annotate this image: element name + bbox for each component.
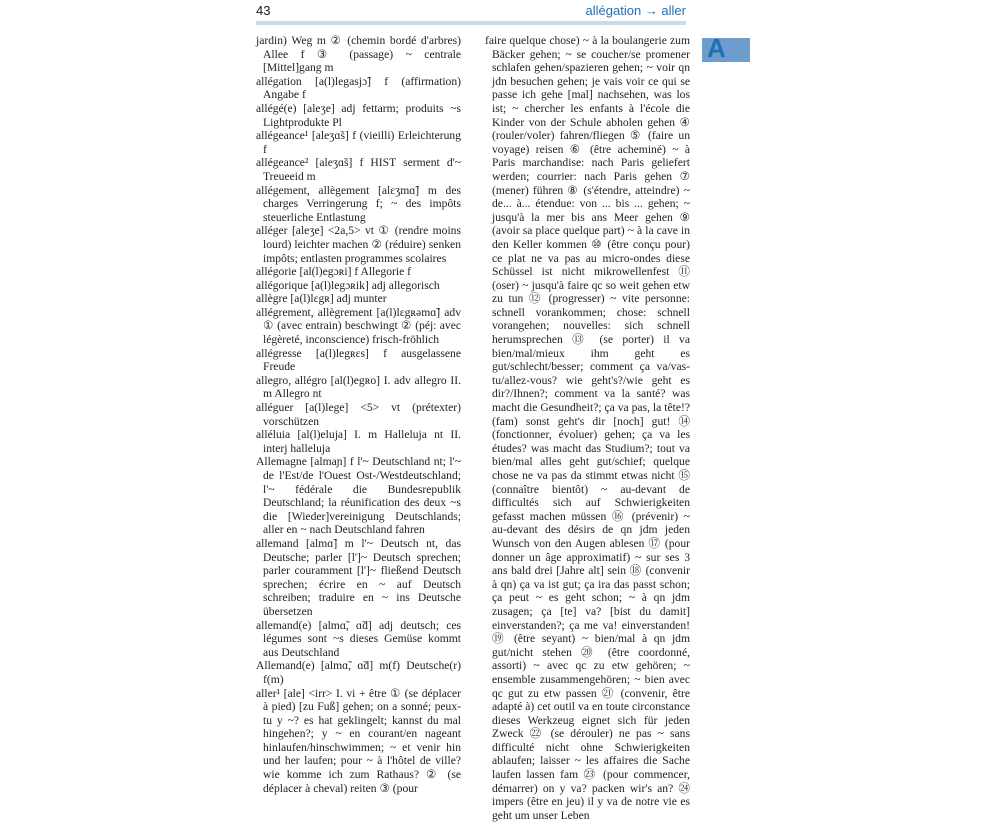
- page-number: 43: [256, 3, 271, 18]
- entry-allegresse: allégresse [a(l)legʀɛs] f ausgelassene Freude: [256, 346, 461, 374]
- entry-allegrement: allégrement, allègrement [a(l)lɛgʀəmɑ̃] adv ① (avec entrain) beschwingt ② (péj: avec légèreté, inconscience) frisch-fröhlich: [256, 305, 461, 347]
- running-head: allégation → aller: [585, 3, 686, 18]
- entry-aller: aller¹ [ale] <irr> I. vi + être ① (se déplacer à pied) [zu Fuß] gehen; on a sonné; peux-tu y ~? es hat geklingelt; kannst du mal hingehen?; y ~ en courant/en nageant hinlaufen/hinschwimmen; ~ et venir hin und her laufen; pour ~ à l'hôtel de ville? wie komme ich zum Rathaus? ② (se déplacer à cheval) reiten ③ (pour: [256, 686, 461, 795]
- entry-alleger: alléger [aleʒe] <2a,5> vt ① (rendre moins lourd) leichter machen ② (réduire) senken impôts; entlasten programmes scolaires: [256, 224, 461, 265]
- entry-allegeance-2: allégeance² [aleʒɑ̃s] f HIST serment d'~ Treueeid m: [256, 156, 461, 183]
- entry-allegorie: allégorie [al(l)egɔʀi] f Allegorie f: [256, 265, 412, 279]
- entry-allegement: allégement, allègement [alɛʒmɑ̃] m des charges Verringerung f; ~ des impôts steuerliche Entlastung: [256, 183, 461, 224]
- entry-aller-continuation: faire quelque chose) ~ à la boulangerie zum Bäcker gehen; ~ se coucher/se promener schlafen gehen/spazieren gehen; ~ voir qn jdn besuchen gehen; je vais voir ce qui se passe ich gehe [mal] nachsehen, was los ist; ~ chercher les enfants à l'école die Kinder von der Schule abholen gehen ④ (rouler/voler) fahren/fliegen ⑤ (faire un voyage) reisen ⑥ (être acheminé) ~ à Paris marchandise: nach Paris geliefert werden; courrier: nach Paris gehen ⑦ (mener) führen ⑧ (s'étendre, atteindre) ~ de... à... étendue: von ... bis ... gehen; ~ jusqu'à la mer bis ans Meer gehen ⑨ (avoir sa place quelque part) ~ à la cave in den Keller kommen ⑩ (être conçu pour) ce plat ne va pas au micro-ondes diese Schüssel ist nicht mikrowellenfest ⑪ (oser) ~ jusqu'à faire qc so weit gehen etw zu tun ⑫ (progresser) ~ vite personne: schnell vorankommen; chose: schnell vorangehen; nouvelles: sich schnell herumsprechen ⑬ (se porter) il va bien/mal/mieux ihm geht es gut/schlecht/besser; comment ça va/vas-tu/allez-vous? wie geht's?/wie geht es dir?/Ihnen?; comment va la santé? was macht die Gesundheit?; ça va pas, la tête!? (fam) sonst geht's dir [noch] gut! ⑭ (fonctionner, évoluer) gehen; ça va les études? was macht das Studium?; tout va bien/mal alles geht gut/schief; quelque chose ne va pas da stimmt etwas nicht ⑮ (connaître bientôt) ~ au-devant de difficultés sich auf Schwierigkeiten gefasst machen müssen ⑯ (prévenir) ~ au-devant des désirs de qn jdm jeden Wunsch von den Augen ablesen ⑰ (pour donner un âge approximatif) ~ sur ses 3 ans bald drei [Jahre alt] sein ⑱ (convenir à qn) ça va ist gut; ça ira das passt schon; ça peut ~ es geht schon; ~ à qn jdm zusagen; ça [te] va? [bist du damit] einverstanden?; ça me va! einverstanden! ⑲ (être seyant) ~ bien/mal à qn jdm gut/nicht stehen ⑳ (être coordonné, assorti) ~ avec qc zu etw gehören; ~ ensemble zusammengehören; ~ bien avec qc gut zu etw passen ㉑ (convenir, être adapté à) cet outil va en toute circonstance dieses Werkzeug eignet sich für jeden Zweck ㉒ (se dérouler) ne pas ~ sans difficulté nicht ohne Schwierigkeiten ablaufen; laisser ~ les affaires die Sache laufen lassen fam ㉓ (pour commencer, démarrer) on y va? packen wir's an? ㉔ impers (être en jeu) il y va de notre vie es geht um unser Leben: [485, 34, 690, 822]
- right-column: [485, 34, 690, 822]
- entry-alleluia: alléluia [al(l)eluja] I. m Halleluja nt II. interj halleluja: [256, 428, 461, 455]
- entry-allege: allégé(e) [aleʒe] adj fettarm; produits ~s Lightprodukte Pl: [256, 101, 461, 129]
- left-column: [256, 34, 461, 795]
- entry-allemagne: Allemagne [almaɲ] f l'~ Deutschland nt; l'~ de l'Est/de l'Ouest Ost-/Westdeutschland; l'~ fédérale die Bundesrepublik Deutschland; la réunification des deux ~s die [Wieder]vereinigung Deutschlands; aller en ~ nach Deutschland fahren: [256, 455, 461, 537]
- entry-allemand-noun: allemand [almɑ̃] m l'~ Deutsch nt, das Deutsche; parler [l']~ Deutsch sprechen; parler couramment [l']~ fließend Deutsch sprechen; écrire en ~ auf Deutsch schreiben; traduire en ~ ins Deutsche übersetzen: [256, 536, 461, 618]
- thumb-index-letter: A: [707, 33, 726, 63]
- entry-jardin-continuation: jardin) Weg m ② (chemin bordé d'arbres) Allee f ③ (passage) ~ centrale [Mittel]gang m: [256, 34, 461, 75]
- entry-allemand-person: Allemand(e) [almɑ̃, ɑ̃d] m(f) Deutsche(r) f(m): [256, 659, 461, 686]
- entry-allegation: allégation [a(l)legasjɔ̃] f (affirmation) Angabe f: [256, 74, 461, 102]
- entry-allemand-adj: allemand(e) [almɑ̃, ɑ̃d] adj deutsch; ces légumes sont ~s dieses Gemüse kommt aus Deutschland: [256, 618, 461, 659]
- entry-alleguer: alléguer [a(l)lege] <5> vt (prétexter) vorschützen: [256, 401, 461, 428]
- header-rule: [256, 21, 686, 25]
- entry-allegorique: allégorique [a(l)legɔʀik] adj allegorisch: [256, 278, 440, 292]
- entry-allegre: allègre [a(l)lɛgʀ] adj munter: [256, 292, 387, 306]
- entry-allegro: allegro, allégro [al(l)egʀo] I. adv allegro II. m Allegro nt: [256, 373, 461, 401]
- entry-allegeance-1: allégeance¹ [aleʒɑ̃s] f (vieilli) Erleichterung f: [256, 129, 461, 156]
